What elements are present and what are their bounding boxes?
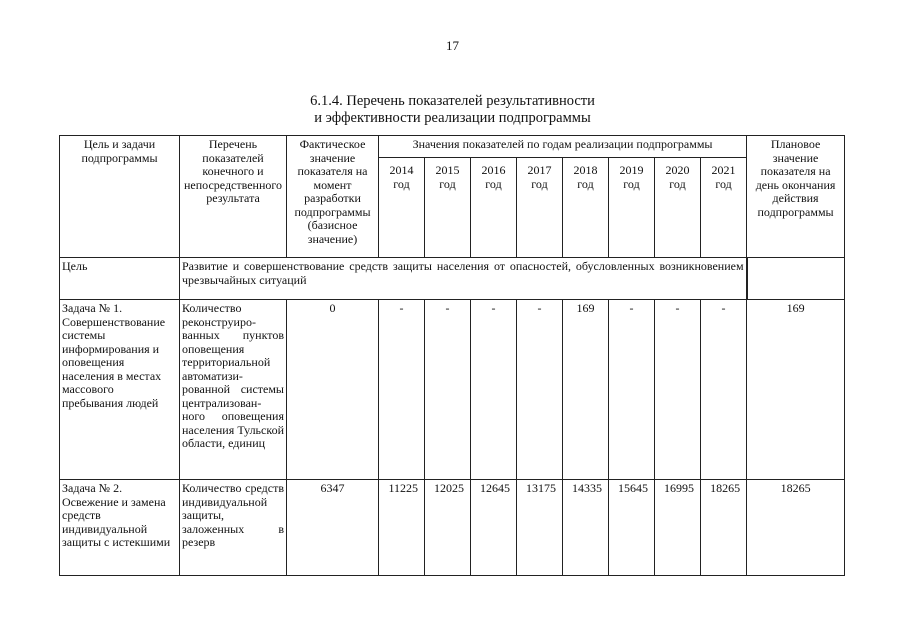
year-value-cell: 11225 bbox=[379, 480, 425, 576]
year-value-cell: 169 bbox=[563, 300, 609, 480]
header-row bbox=[60, 136, 845, 158]
header-year: 2019 год bbox=[609, 158, 655, 258]
year-value-cell: - bbox=[609, 300, 655, 480]
year-value-cell: 15645 bbox=[609, 480, 655, 576]
year-value-cell: 12645 bbox=[471, 480, 517, 576]
title-line-1: 6.1.4. Перечень показателей результативности bbox=[310, 93, 595, 109]
header-indicators: Перечень показателей конечного и непосредственного результата bbox=[180, 136, 287, 258]
baseline-cell: 6347 bbox=[287, 480, 379, 576]
year-value-cell: - bbox=[655, 300, 701, 480]
header-year: 2017 год bbox=[517, 158, 563, 258]
indicator-cell: Количество средств индивидуальной защиты, заложенных в резерв bbox=[180, 480, 287, 576]
header-year: 2021 год bbox=[701, 158, 747, 258]
year-value-cell: 16995 bbox=[655, 480, 701, 576]
planned-cell: 18265 bbox=[747, 480, 845, 576]
year-value-cell: - bbox=[701, 300, 747, 480]
baseline-cell: 0 bbox=[287, 300, 379, 480]
year-value-cell: 18265 bbox=[701, 480, 747, 576]
header-baseline: Фактическое значение показателя на момент разработки подпрограммы (базисное значение) bbox=[287, 136, 379, 258]
goal-planned-empty bbox=[747, 258, 845, 300]
planned-cell: 169 bbox=[747, 300, 845, 480]
header-year: 2014 год bbox=[379, 158, 425, 258]
goal-row bbox=[60, 258, 845, 300]
table-row bbox=[60, 480, 845, 576]
task-cell: Задача № 2. Освежение и замена средств индивидуальной защиты с истекшими bbox=[60, 480, 180, 576]
year-value-cell: - bbox=[379, 300, 425, 480]
year-value-cell: - bbox=[517, 300, 563, 480]
goal-text: Развитие и совершенствование средств защиты населения от опасностей, обусловленных возникновением чрезвычайных ситуаций bbox=[180, 258, 747, 300]
indicators-table bbox=[59, 135, 845, 576]
header-year: 2015 год bbox=[425, 158, 471, 258]
header-year: 2018 год bbox=[563, 158, 609, 258]
header-planned: Плановое значение показателя на день окончания действия подпрограммы bbox=[747, 136, 845, 258]
header-years-group: Значения показателей по годам реализации подпрограммы bbox=[379, 136, 747, 158]
header-year: 2020 год bbox=[655, 158, 701, 258]
year-value-cell: - bbox=[471, 300, 517, 480]
page-number: 17 bbox=[446, 38, 459, 53]
header-goals: Цель и задачи подпрограммы bbox=[60, 136, 180, 258]
title-line-2: и эффективности реализации подпрограммы bbox=[314, 110, 591, 126]
goal-label: Цель bbox=[60, 258, 180, 300]
year-value-cell: - bbox=[425, 300, 471, 480]
task-cell: Задача № 1. Совершенствование системы информирования и оповещения населения в местах массового пребывания людей bbox=[60, 300, 180, 480]
year-value-cell: 14335 bbox=[563, 480, 609, 576]
header-year: 2016 год bbox=[471, 158, 517, 258]
table-row bbox=[60, 300, 845, 480]
document-title bbox=[0, 93, 905, 127]
indicator-cell: Количество реконструиро-ванных пунктов оповещения территориальной автоматизи-рованной системы централизован-ного оповещения населения Тульской области, единиц bbox=[180, 300, 287, 480]
year-value-cell: 12025 bbox=[425, 480, 471, 576]
year-value-cell: 13175 bbox=[517, 480, 563, 576]
